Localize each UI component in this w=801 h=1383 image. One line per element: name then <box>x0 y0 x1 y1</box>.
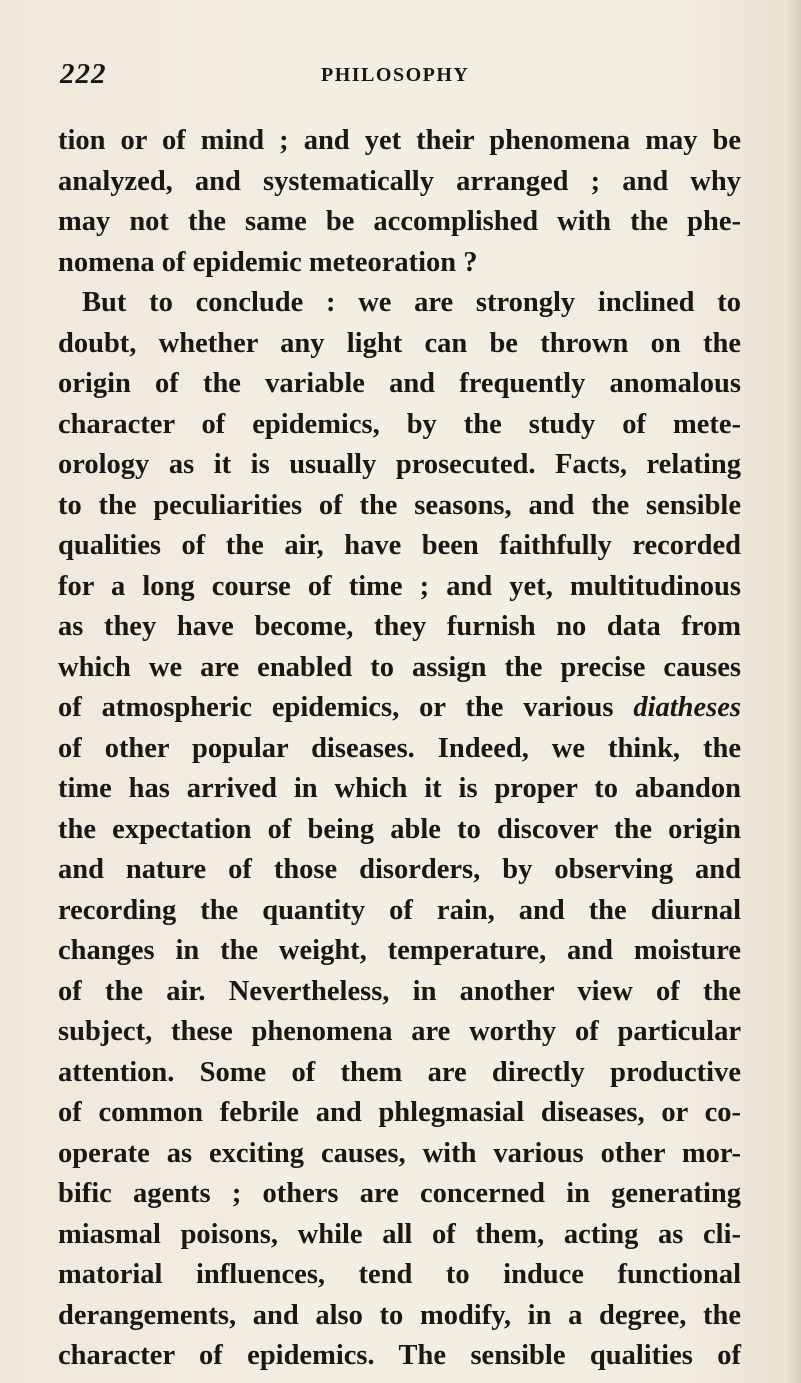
text-line: doubt, whether any light can be thrown on the <box>58 327 741 359</box>
page-number: 222 <box>60 58 107 90</box>
text-line: nomena of epidemic meteoration ? <box>58 246 478 278</box>
text-line: time has arrived in which it is proper to abandon <box>58 773 741 804</box>
text-line: as they have become, they furnish no data from <box>58 611 741 642</box>
text-line: recording the quantity of rain, and the diurnal <box>58 894 741 926</box>
body-text <box>58 121 741 1377</box>
text-line: character of epidemics, by the study of mete- <box>58 408 741 440</box>
italic-word: diatheses <box>633 692 741 723</box>
text-line: character of epidemics. The sensible qualities of <box>58 1340 741 1371</box>
text-line: changes in the weight, temperature, and moisture <box>58 935 741 966</box>
running-head: PHILOSOPHY <box>321 64 470 86</box>
text-line: of other popular diseases. Indeed, we think, the <box>58 732 741 764</box>
text-line-segment: of atmospheric epidemics, or the various <box>58 692 614 723</box>
text-line: bific agents ; others are concerned in generating <box>58 1178 741 1209</box>
text-line: which we are enabled to assign the precise causes <box>58 651 741 683</box>
text-line: of the air. Nevertheless, in another view of the <box>58 975 741 1007</box>
page-edge-shadow <box>787 0 801 1383</box>
text-line: orology as it is usually prosecuted. Facts, relating <box>58 449 741 480</box>
text-line: matorial influences, tend to induce functional <box>58 1259 741 1290</box>
text-line: and nature of those disorders, by observing and <box>58 854 741 885</box>
text-line-with-italic <box>58 688 741 729</box>
text-line: analyzed, and systematically arranged ; and why <box>58 165 741 197</box>
page-header <box>60 58 760 98</box>
text-line: subject, these phenomena are worthy of particular <box>58 1016 741 1047</box>
text-line: attention. Some of them are directly productive <box>58 1056 741 1088</box>
text-line: tion or of mind ; and yet their phenomena may be <box>58 125 741 156</box>
text-line: origin of the variable and frequently anomalous <box>58 368 741 399</box>
text-line: to the peculiarities of the seasons, and the sensible <box>58 489 741 521</box>
text-line: miasmal poisons, while all of them, acting as cli- <box>58 1218 741 1250</box>
text-line: of common febrile and phlegmasial diseases, or co- <box>58 1097 741 1128</box>
text-line: may not the same be accomplished with the phe- <box>58 206 741 237</box>
text-line: for a long course of time ; and yet, multitudinous <box>58 570 741 602</box>
text-line: the expectation of being able to discover the origin <box>58 813 741 845</box>
text-line: derangements, and also to modify, in a degree, the <box>58 1299 741 1331</box>
text-line: qualities of the air, have been faithfully recorded <box>58 530 741 561</box>
text-line: But to conclude : we are strongly inclined to <box>82 287 741 318</box>
text-line: operate as exciting causes, with various other mor- <box>58 1137 741 1169</box>
